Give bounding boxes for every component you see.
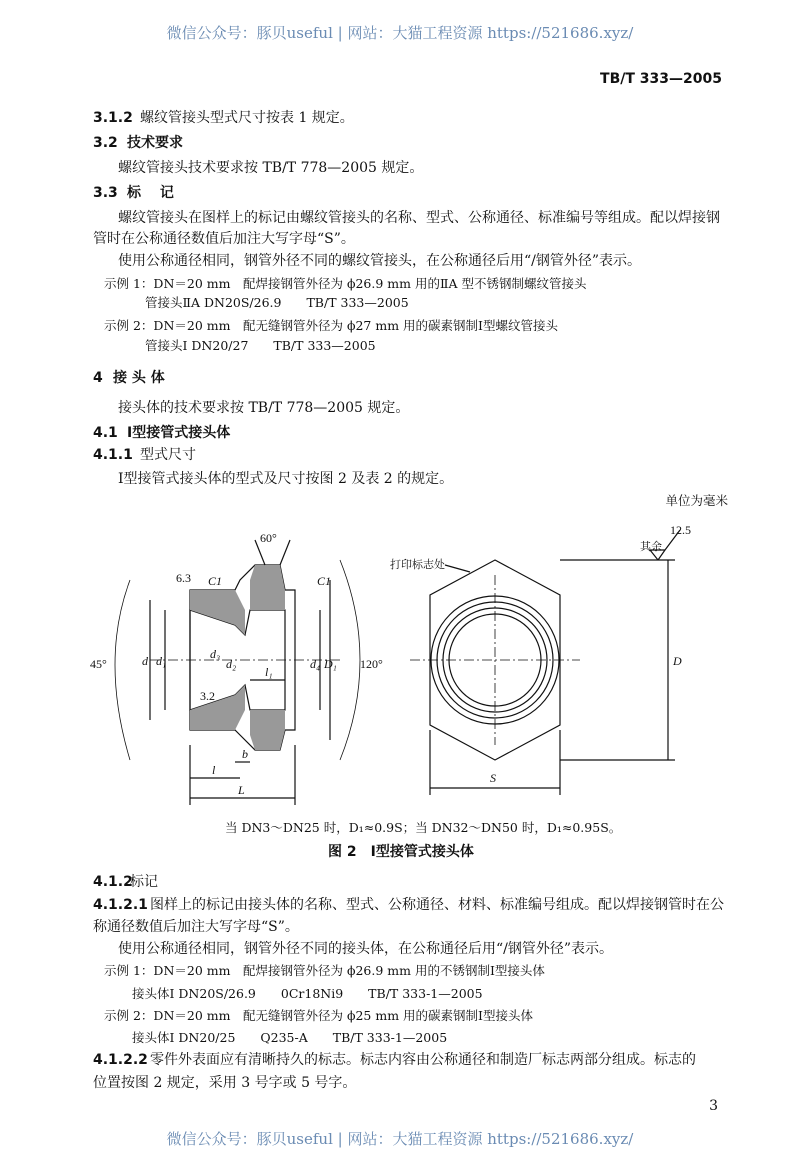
section-number: 3.2	[93, 135, 118, 151]
figure-note: 当 DN3～DN25 时，D₁≈0.9S；当 DN32～DN50 时，D₁≈0.95S。	[225, 820, 622, 835]
section-number: 4.1.1	[93, 447, 133, 463]
label-c1-right: C1	[317, 574, 332, 588]
label-d4: d₄	[310, 657, 321, 671]
label-b: b	[242, 747, 248, 761]
section-title: 型式尺寸	[140, 447, 196, 463]
paragraph: 使用公称通径相同，钢管外径不同的接头体，在公称通径后用“/钢管外径”表示。	[118, 941, 614, 957]
label-angle-60: 60°	[260, 531, 277, 545]
section-number: 4.1.2.2	[93, 1052, 148, 1068]
section-number: 4.1	[93, 425, 118, 441]
section-number: 4.1.2	[93, 874, 133, 890]
label-d3: d₃	[210, 647, 221, 661]
watermark-bottom: 微信公众号：豚贝useful | 网站：大猫工程资源 https://521686.xyz/	[166, 1130, 634, 1148]
example-marking: 管接头ⅡA DN20S/26.9 TB/T 333—2005	[145, 295, 409, 310]
example: 示例 1：DN＝20 mm 配焊接钢管外径为 ϕ26.9 mm 用的ⅡA 型不锈钢制螺纹管接头	[104, 276, 587, 291]
section-number: 3.1.2	[93, 110, 133, 126]
section-number: 4	[93, 370, 103, 386]
label-c1-left: C1	[208, 574, 223, 588]
label-l: l	[212, 763, 216, 777]
figure-caption: 图 2 Ⅰ型接管式接头体	[328, 844, 474, 860]
page-number: 3	[709, 1098, 718, 1114]
section-title: 标 记	[127, 185, 174, 201]
end-view	[410, 530, 680, 795]
example-marking: 接头体Ⅰ DN20S/26.9 0Cr18Ni9 TB/T 333-1—2005	[132, 986, 483, 1001]
section-title: 标记	[130, 874, 158, 890]
label-d2: d₂	[226, 657, 237, 671]
paragraph: 管时在公称通径数值后加注大写字母“S”。	[93, 231, 355, 247]
example: 示例 2：DN＝20 mm 配无缝钢管外径为 ϕ27 mm 用的碳素钢制Ⅰ型螺纹管接头	[104, 318, 558, 333]
standard-header: TB/T 333—2005	[600, 71, 722, 87]
paragraph: Ⅰ型接管式接头体的型式及尺寸按图 2 及表 2 的规定。	[118, 471, 454, 487]
section-number: 4.1.2.1	[93, 897, 148, 913]
label-d1: d₁	[156, 654, 167, 668]
label-d: d	[142, 654, 148, 668]
label-L: L	[238, 783, 245, 797]
section-number: 3.3	[93, 185, 118, 201]
example: 示例 1：DN＝20 mm 配焊接钢管外径为 ϕ26.9 mm 用的不锈钢制Ⅰ型接头体	[104, 963, 545, 978]
paragraph: 使用公称通径相同，钢管外径不同的螺纹管接头，在公称通径后用“/钢管外径”表示。	[118, 253, 642, 269]
label-roughness-6-3: 6.3	[176, 571, 191, 585]
example: 示例 2：DN＝20 mm 配无缝钢管外径为 ϕ25 mm 用的碳素钢制Ⅰ型接头体	[104, 1008, 533, 1023]
label-l1: l₁	[265, 665, 273, 679]
paragraph: 螺纹管接头技术要求按 TB/T 778—2005 规定。	[118, 160, 424, 176]
paragraph: 接头体的技术要求按 TB/T 778—2005 规定。	[118, 400, 410, 416]
section-title: 技术要求	[127, 135, 183, 151]
label-S: S	[490, 771, 496, 785]
paragraph: 图样上的标记由接头体的名称、型式、公称通径、材料、标准编号组成。配以焊接钢管时在公	[150, 897, 724, 913]
label-roughness-3-2: 3.2	[200, 689, 215, 703]
paragraph: 螺纹管接头型式尺寸按表 1 规定。	[140, 110, 354, 126]
label-D: D	[673, 654, 682, 668]
paragraph: 位置按图 2 规定，采用 3 号字或 5 号字。	[93, 1075, 357, 1091]
paragraph: 零件外表面应有清晰持久的标志。标志内容由公称通径和制造厂标志两部分组成。标志的	[150, 1052, 696, 1068]
label-rest: 其余	[640, 540, 662, 553]
example-marking: 接头体Ⅰ DN20/25 Q235-A TB/T 333-1—2005	[132, 1030, 448, 1045]
label-mark-location: 打印标志处	[390, 558, 445, 571]
section-title: Ⅰ型接管式接头体	[127, 425, 231, 441]
paragraph: 称通径数值后加注大写字母“S”。	[93, 919, 299, 935]
figure-2-drawing	[90, 520, 730, 820]
unit-note: 单位为毫米	[665, 493, 728, 508]
label-angle-45: 45°	[90, 657, 107, 671]
label-roughness-12-5: 12.5	[670, 523, 691, 537]
paragraph: 螺纹管接头在图样上的标记由螺纹管接头的名称、型式、公称通径、标准编号等组成。配以焊接钢	[118, 210, 720, 226]
label-D1: D₁	[324, 657, 337, 671]
example-marking: 管接头Ⅰ DN20/27 TB/T 333—2005	[145, 338, 376, 353]
section-title: 接 头 体	[113, 370, 165, 386]
watermark-top: 微信公众号：豚贝useful | 网站：大猫工程资源 https://521686.xyz/	[166, 24, 634, 42]
label-angle-120: 120°	[360, 657, 383, 671]
